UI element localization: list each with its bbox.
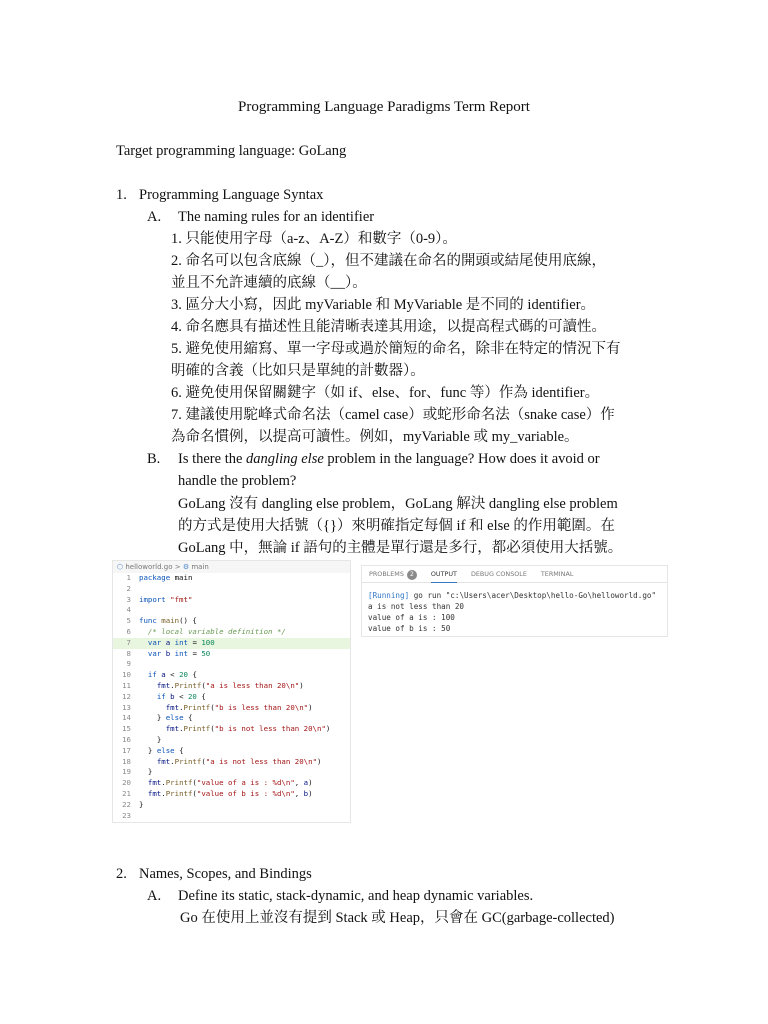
rule-line-7: 明確的含義（比如只是單純的計數器）。: [171, 363, 425, 379]
answer-line-1: GoLang 沒有 dangling else problem，GoLang 解決 dangling else problem: [178, 496, 618, 512]
code-line: 13 fmt.Printf("b is less than 20\n"): [122, 702, 313, 712]
output-line: a is not less than 20: [368, 602, 465, 611]
section-1-number: 1.: [116, 187, 127, 203]
code-line: 18 fmt.Printf("a is not less than 20\n"): [122, 756, 322, 766]
code-line: 21 fmt.Printf("value of b is : %d\n", b): [122, 788, 313, 798]
breadcrumb-separator: >: [174, 563, 181, 571]
code-line: 12 if b < 20 {: [122, 691, 206, 701]
code-line-highlighted: 7 var a int = 100: [113, 638, 350, 649]
code-line: 15 fmt.Printf("b is not less than 20\n"): [122, 724, 331, 734]
panel-tabs: [362, 566, 667, 583]
code-line: 2: [126, 583, 131, 593]
rule-line-8: 6. 避免使用保留關鍵字（如 if、else、for、func 等）作為 identifier。: [171, 385, 600, 401]
section-1-heading: Programming Language Syntax: [139, 187, 324, 203]
code-line: 8 var b int = 50: [126, 648, 211, 658]
section-2-number: 2.: [116, 866, 127, 882]
rule-line-9: 7. 建議使用駝峰式命名法（camel case）或蛇形命名法（snake case）作: [171, 407, 615, 423]
code-line: 20 fmt.Printf("value of a is : %d\n", a): [122, 778, 313, 788]
problems-count-badge: 2: [407, 570, 417, 580]
subsection-b-question-cont: handle the problem?: [178, 473, 297, 489]
output-line: value of a is : 100: [368, 613, 455, 622]
code-line: 6 /* local variable definition */: [126, 626, 286, 636]
section-2-a-heading: Define its static, stack-dynamic, and heap dynamic variables.: [178, 888, 534, 904]
tab-terminal: TERMINAL: [540, 570, 574, 578]
code-line: 19 }: [122, 767, 153, 777]
editor-breadcrumb: [113, 561, 350, 573]
output-line: value of b is : 50: [368, 624, 451, 633]
tab-debug-console: DEBUG CONSOLE: [470, 570, 527, 578]
code-line: 17 } else {: [122, 745, 184, 755]
rule-line-2: 2. 命名可以包含底線（_），但不建議在命名的開頭或結尾使用底線，: [171, 253, 606, 269]
answer-line-3: GoLang 中，無論 if 語句的主體是單行還是多行，都必須使用大括號。: [178, 540, 623, 556]
output-run-line: [Running] go run "c:\Users\acer\Desktop\hello-Go\helloworld.go": [368, 591, 657, 600]
code-line: 14 } else {: [122, 713, 193, 723]
go-file-icon: ⬡: [117, 563, 124, 571]
code-line: 5 func main() {: [126, 616, 197, 626]
function-icon: ⚙: [182, 563, 190, 571]
subsection-a-label: A.: [147, 209, 162, 225]
code-line: 1 package main: [126, 573, 193, 582]
rule-line-3: 並且不允許連續的底線（__）。: [171, 275, 367, 291]
code-line: 23: [122, 810, 131, 820]
rule-line-5: 4. 命名應具有描述性且能清晰表達其用途，以提高程式碼的可讀性。: [171, 319, 606, 335]
rule-line-10: 為命名慣例，以提高可讀性。例如，myVariable 或 my_variable。: [171, 429, 579, 445]
code-line: 11 fmt.Printf("a is less than 20\n"): [122, 680, 304, 690]
report-title: Programming Language Paradigms Term Report: [238, 99, 530, 115]
subsection-b-question: Is there the dangling else problem in the language? How does it avoid or: [178, 451, 600, 467]
code-line: 9: [126, 659, 131, 669]
subsection-b-label: B.: [147, 451, 161, 467]
code-line: 10 if a < 20 {: [122, 670, 197, 680]
breadcrumb-file: helloworld.go: [125, 563, 173, 571]
rule-line-1: 1. 只能使用字母（a-z、A-Z）和數字（0-9）。: [171, 231, 457, 247]
code-editor-screenshot: [112, 560, 351, 823]
rule-line-4: 3. 區分大小寫，因此 myVariable 和 MyVariable 是不同的 identifier。: [171, 297, 596, 313]
rule-line-6: 5. 避免使用縮寫、單一字母或過於簡短的命名，除非在特定的情況下有: [171, 341, 621, 357]
output-panel-screenshot: [361, 565, 668, 637]
code-line: 16 }: [122, 734, 162, 744]
code-line: 3 import "fmt": [126, 594, 193, 604]
tab-problems: PROBLEMS 2: [369, 566, 417, 582]
tab-output: OUTPUT: [431, 566, 457, 583]
answer-line-2: 的方式是使用大括號（{}）來明確指定每個 if 和 else 的作用範圍。在: [178, 518, 615, 534]
section-2-a-label: A.: [147, 888, 162, 904]
section-2-heading: Names, Scopes, and Bindings: [139, 866, 312, 882]
subsection-a-heading: The naming rules for an identifier: [178, 209, 375, 225]
section-2-a-answer: Go 在使用上並沒有提到 Stack 或 Heap，只會在 GC(garbage-collected): [180, 910, 615, 926]
code-line: 22 }: [122, 799, 144, 809]
target-language: Target programming language: GoLang: [116, 143, 347, 159]
code-line: 4: [126, 605, 131, 615]
breadcrumb-function: main: [191, 563, 209, 571]
